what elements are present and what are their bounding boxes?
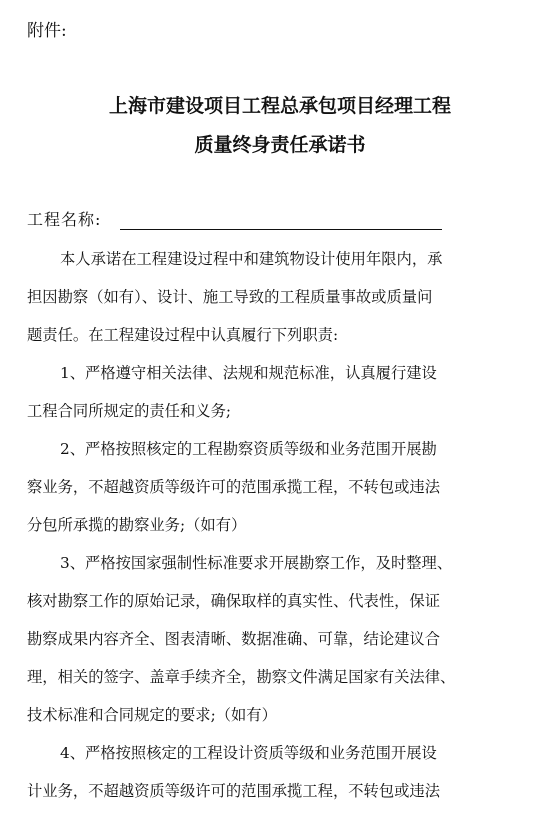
document-title-line-1: 上海市建设项目工程总承包项目经理工程 [108, 95, 451, 117]
project-name-field [27, 208, 101, 232]
body-line: 计业务，不超越资质等级许可的范围承揽工程，不转包或违法 [27, 782, 441, 800]
body-line: 工程合同所规定的责任和义务; [27, 402, 232, 420]
body-line: 分包所承揽的勘察业务;（如有） [27, 516, 247, 534]
body-line: 4、严格按照核定的工程设计资质等级和业务范围开展设 [60, 744, 437, 762]
body-line: 核对勘察工作的原始记录，确保取样的真实性、代表性，保证 [27, 592, 441, 610]
project-name-label: 工程名称: [27, 210, 102, 229]
body-line: 担因勘察（如有）、设计、施工导致的工程质量事故或质量问 [27, 288, 433, 306]
body-line: 1、严格遵守相关法律、法规和规范标准，认真履行建设 [60, 364, 437, 382]
body-line: 3、严格按国家强制性标准要求开展勘察工作，及时整理、 [60, 554, 453, 572]
body-line: 理，相关的签字、盖章手续齐全，勘察文件满足国家有关法律、 [27, 668, 456, 686]
body-line: 题责任。在工程建设过程中认真履行下列职责: [27, 326, 339, 344]
project-name-blank-line [120, 229, 442, 230]
body-line: 勘察成果内容齐全、图表清晰、数据准确、可靠，结论建议合 [27, 630, 441, 648]
body-line: 察业务，不超越资质等级许可的范围承揽工程，不转包或违法 [27, 478, 441, 496]
body-line: 2、严格按照核定的工程勘察资质等级和业务范围开展勘 [60, 440, 437, 458]
document-title-line-2: 质量终身责任承诺书 [194, 134, 366, 156]
body-line: 本人承诺在工程建设过程中和建筑物设计使用年限内，承 [60, 250, 443, 268]
attachment-label: 附件: [27, 21, 67, 41]
body-line: 技术标准和合同规定的要求;（如有） [27, 706, 277, 724]
